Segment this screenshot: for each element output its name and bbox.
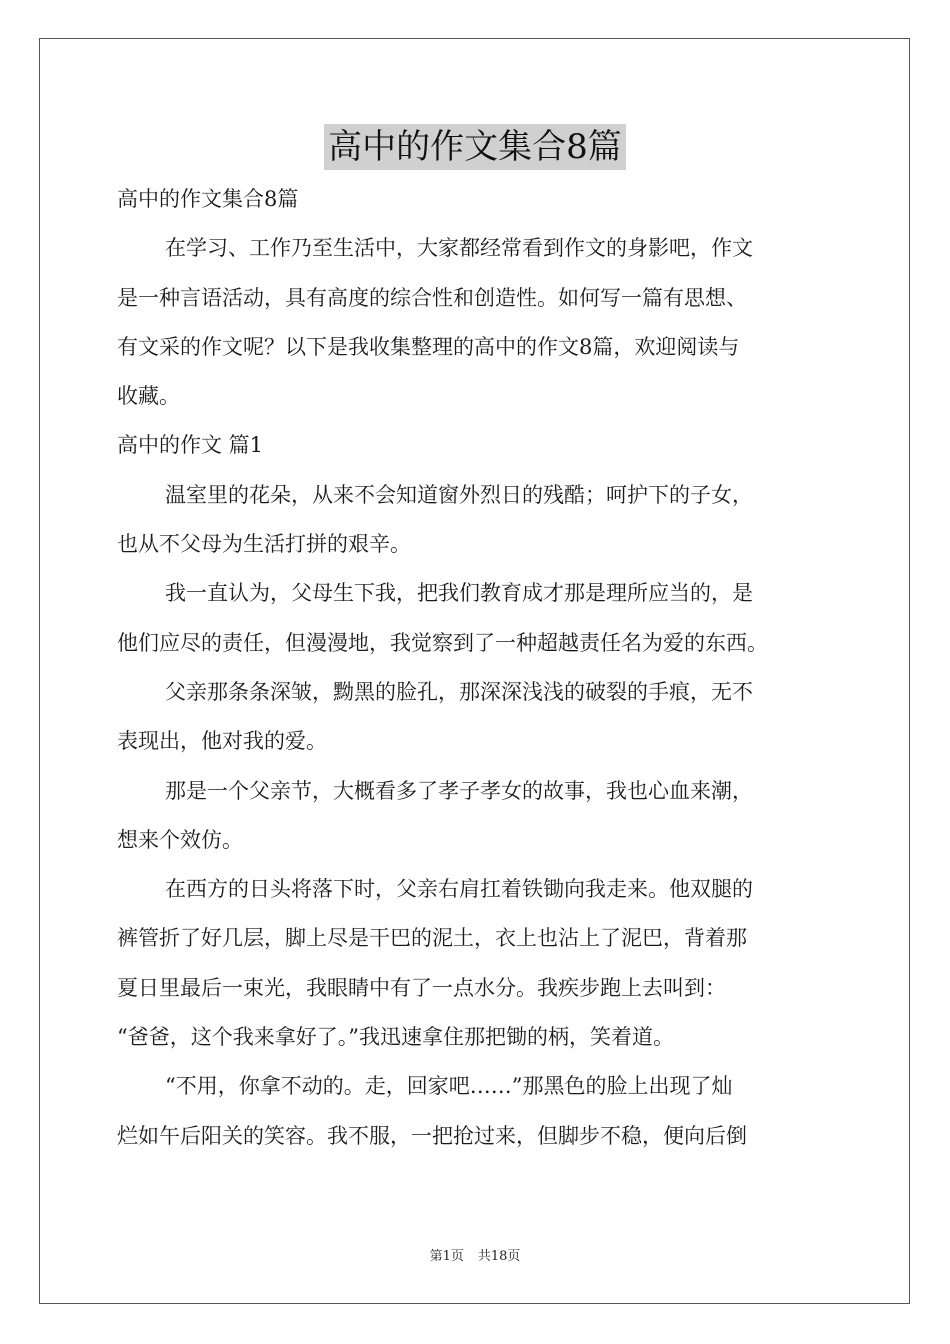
title-container — [0, 124, 950, 170]
text-line: 在学习、工作乃至生活中，大家都经常看到作文的身影吧，作文 — [165, 236, 753, 261]
text-line: 那是一个父亲节，大概看多了孝子孝女的故事，我也心血来潮， — [165, 778, 753, 803]
text-line: “爸爸，这个我来拿好了。”我迅速拿住那把锄的柄，笑着道。 — [117, 1025, 674, 1050]
text-line: 温室里的花朵，从来不会知道窗外烈日的残酷；呵护下的子女， — [165, 482, 753, 507]
page-footer — [0, 1248, 950, 1266]
text-line: 高中的作文集合8篇 — [117, 187, 299, 211]
text-line: 父亲那条条深皱，黝黑的脸孔，那深深浅浅的破裂的手痕，无不 — [165, 679, 753, 704]
text-line: 在西方的日头将落下时，父亲右肩扛着铁锄向我走来。他双腿的 — [165, 877, 753, 902]
text-line: 夏日里最后一束光，我眼睛中有了一点水分。我疾步跑上去叫到： — [117, 975, 726, 1000]
page-total: 共18页 — [477, 1249, 521, 1264]
text-line: 收藏。 — [117, 384, 180, 409]
text-line: 有文采的作文呢？以下是我收集整理的高中的作文8篇，欢迎阅读与 — [117, 334, 740, 359]
text-line: 想来个效仿。 — [117, 827, 243, 852]
document-title: 高中的作文集合8篇 — [324, 124, 626, 170]
text-line: 烂如午后阳关的笑容。我不服，一把抢过来，但脚步不稳，便向后倒 — [117, 1123, 747, 1148]
text-line: 是一种言语活动，具有高度的综合性和创造性。如何写一篇有思想、 — [117, 285, 747, 310]
document-body — [117, 175, 837, 1161]
text-line: 高中的作文 篇1 — [117, 433, 264, 458]
text-line: 也从不父母为生活打拼的艰辛。 — [117, 532, 411, 557]
text-line: 表现出，他对我的爱。 — [117, 729, 327, 754]
text-line: 我一直认为，父母生下我，把我们教育成才那是理所应当的，是 — [165, 581, 753, 606]
text-line: 裤管折了好几层，脚上尽是干巴的泥土，衣上也沾上了泥巴，背着那 — [117, 926, 747, 951]
page-number: 第1页 — [429, 1249, 464, 1264]
text-line: “不用，你拿不动的。走，回家吧……”那黑色的脸上出现了灿 — [165, 1074, 733, 1099]
text-line: 他们应尽的责任，但漫漫地，我觉察到了一种超越责任名为爱的东西。 — [117, 630, 768, 655]
